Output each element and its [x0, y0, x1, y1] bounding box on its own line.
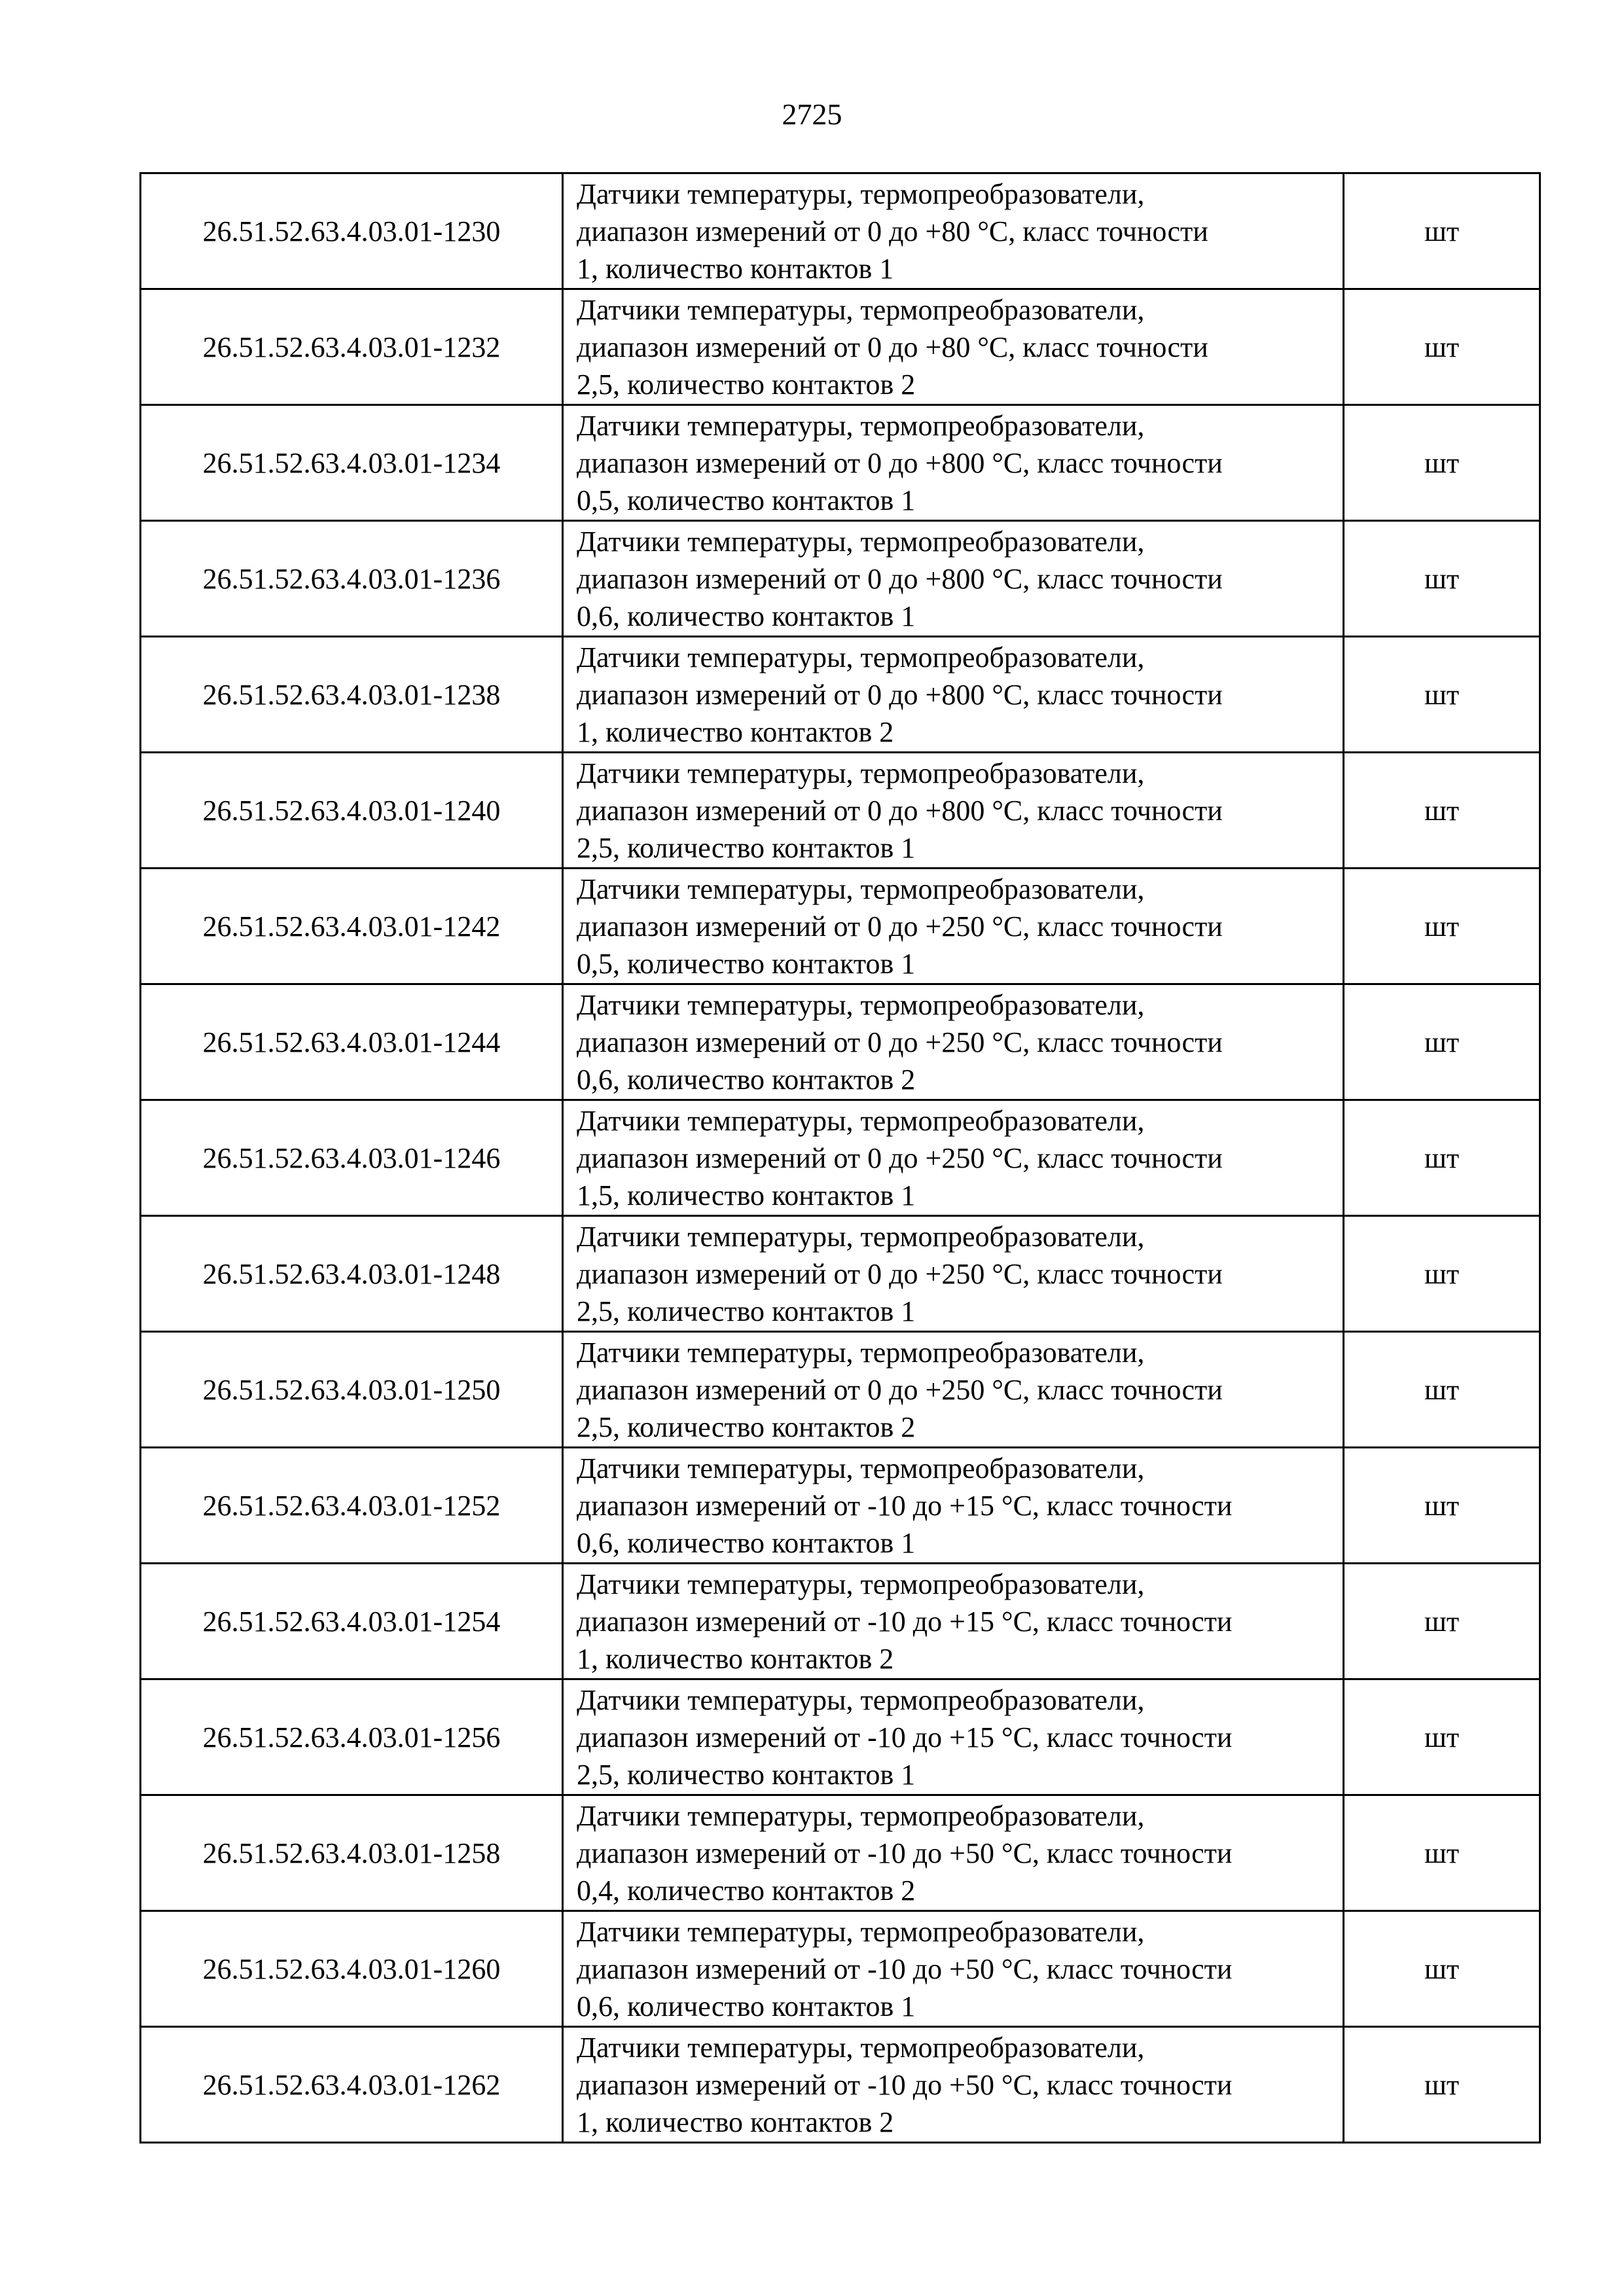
description-line: 0,5, количество контактов 1 — [577, 484, 916, 516]
unit-cell: шт — [1344, 1216, 1540, 1332]
unit-cell: шт — [1344, 984, 1540, 1100]
unit-cell: шт — [1344, 1911, 1540, 2027]
description-line: 1, количество контактов 2 — [577, 715, 894, 748]
unit-cell: шт — [1344, 1679, 1540, 1795]
resource-description-cell — [563, 637, 1344, 753]
resource-code-cell: 26.51.52.63.4.03.01-1256 — [141, 1679, 563, 1795]
resource-description-cell — [563, 521, 1344, 637]
unit-cell: шт — [1344, 1100, 1540, 1216]
description-line: 2,5, количество контактов 1 — [577, 1295, 916, 1327]
table-row — [141, 1448, 1540, 1564]
description-line: Датчики температуры, термопреобразователи, — [577, 1568, 1145, 1600]
resource-code-cell: 26.51.52.63.4.03.01-1254 — [141, 1564, 563, 1679]
description-line: Датчики температуры, термопреобразователи, — [577, 988, 1145, 1021]
page-number: 2725 — [782, 98, 842, 131]
description-line: 0,6, количество контактов 1 — [577, 1526, 916, 1559]
table-row — [141, 173, 1540, 289]
resource-description-cell — [563, 1332, 1344, 1448]
unit-cell: шт — [1344, 1332, 1540, 1448]
table-row — [141, 289, 1540, 405]
description-line: 0,6, количество контактов 2 — [577, 1063, 916, 1096]
description-line: Датчики температуры, термопреобразователи, — [577, 757, 1145, 789]
unit-cell: шт — [1344, 405, 1540, 521]
resource-description-cell — [563, 1911, 1344, 2027]
resource-description-cell — [563, 1795, 1344, 1911]
resource-code-cell: 26.51.52.63.4.03.01-1262 — [141, 2027, 563, 2143]
description-line: диапазон измерений от -10 до +50 °С, класс точности — [577, 1837, 1233, 1869]
description-line: диапазон измерений от 0 до +250 °С, класс точности — [577, 1026, 1223, 1058]
description-line: диапазон измерений от 0 до +800 °С, класс точности — [577, 562, 1223, 595]
unit-cell: шт — [1344, 1448, 1540, 1564]
description-line: 1, количество контактов 1 — [577, 252, 894, 285]
resource-code-cell: 26.51.52.63.4.03.01-1260 — [141, 1911, 563, 2027]
table-body — [141, 173, 1540, 2143]
resource-code-cell: 26.51.52.63.4.03.01-1248 — [141, 1216, 563, 1332]
resource-description-cell — [563, 1216, 1344, 1332]
description-line: диапазон измерений от 0 до +800 °С, класс точности — [577, 446, 1223, 479]
description-line: 2,5, количество контактов 2 — [577, 368, 916, 401]
resource-description-cell — [563, 1100, 1344, 1216]
resource-description-cell — [563, 1679, 1344, 1795]
description-line: 1, количество контактов 2 — [577, 2106, 894, 2138]
description-line: Датчики температуры, термопреобразователи, — [577, 872, 1145, 905]
unit-cell: шт — [1344, 521, 1540, 637]
resource-code-cell: 26.51.52.63.4.03.01-1238 — [141, 637, 563, 753]
description-line: диапазон измерений от 0 до +250 °С, класс точности — [577, 1373, 1223, 1406]
resource-table — [139, 172, 1541, 2144]
description-line: диапазон измерений от 0 до +800 °С, класс точности — [577, 794, 1223, 827]
resource-description-cell — [563, 405, 1344, 521]
resource-description-cell — [563, 1448, 1344, 1564]
description-line: диапазон измерений от -10 до +15 °С, класс точности — [577, 1721, 1233, 1753]
table-row — [141, 1679, 1540, 1795]
resource-description-cell — [563, 173, 1344, 289]
description-line: диапазон измерений от 0 до +250 °С, класс точности — [577, 1257, 1223, 1290]
description-line: диапазон измерений от 0 до +250 °С, класс точности — [577, 1141, 1223, 1174]
description-line: 0,6, количество контактов 1 — [577, 1990, 916, 2022]
table-row — [141, 1332, 1540, 1448]
table-row — [141, 869, 1540, 984]
resource-description-cell — [563, 1564, 1344, 1679]
description-line: диапазон измерений от -10 до +50 °С, класс точности — [577, 1952, 1233, 1985]
description-line: 0,5, количество контактов 1 — [577, 947, 916, 980]
description-line: диапазон измерений от -10 до +50 °С, класс точности — [577, 2068, 1233, 2101]
table-row — [141, 1100, 1540, 1216]
table-row — [141, 521, 1540, 637]
description-line: Датчики температуры, термопреобразователи, — [577, 1799, 1145, 1832]
description-line: Датчики температуры, термопреобразователи, — [577, 1336, 1145, 1369]
table-row — [141, 1911, 1540, 2027]
description-line: 0,4, количество контактов 2 — [577, 1874, 916, 1907]
description-line: диапазон измерений от 0 до +80 °С, класс точности — [577, 331, 1208, 363]
resource-code-cell: 26.51.52.63.4.03.01-1232 — [141, 289, 563, 405]
description-line: Датчики температуры, термопреобразователи, — [577, 1452, 1145, 1484]
resource-description-cell — [563, 2027, 1344, 2143]
description-line: Датчики температуры, термопреобразователи, — [577, 641, 1145, 673]
unit-cell: шт — [1344, 1795, 1540, 1911]
resource-code-cell: 26.51.52.63.4.03.01-1230 — [141, 173, 563, 289]
unit-cell: шт — [1344, 753, 1540, 869]
unit-cell: шт — [1344, 289, 1540, 405]
resource-code-cell: 26.51.52.63.4.03.01-1252 — [141, 1448, 563, 1564]
table-row — [141, 1795, 1540, 1911]
description-line: диапазон измерений от 0 до +800 °С, класс точности — [577, 678, 1223, 711]
resource-description-cell — [563, 869, 1344, 984]
description-line: диапазон измерений от 0 до +250 °С, класс точности — [577, 910, 1223, 942]
description-line: 2,5, количество контактов 1 — [577, 831, 916, 864]
description-line: диапазон измерений от -10 до +15 °С, класс точности — [577, 1489, 1233, 1522]
description-line: Датчики температуры, термопреобразователи, — [577, 1220, 1145, 1253]
description-line: Датчики температуры, термопреобразователи, — [577, 293, 1145, 326]
resource-code-cell: 26.51.52.63.4.03.01-1258 — [141, 1795, 563, 1911]
unit-cell: шт — [1344, 1564, 1540, 1679]
unit-cell: шт — [1344, 173, 1540, 289]
description-line: 1,5, количество контактов 1 — [577, 1179, 916, 1211]
table-row — [141, 2027, 1540, 2143]
resource-code-cell: 26.51.52.63.4.03.01-1244 — [141, 984, 563, 1100]
table-row — [141, 1564, 1540, 1679]
description-line: 1, количество контактов 2 — [577, 1642, 894, 1675]
resource-description-cell — [563, 984, 1344, 1100]
description-line: Датчики температуры, термопреобразователи, — [577, 1683, 1145, 1716]
resource-code-cell: 26.51.52.63.4.03.01-1240 — [141, 753, 563, 869]
table-row — [141, 405, 1540, 521]
table-row — [141, 1216, 1540, 1332]
description-line: Датчики температуры, термопреобразователи, — [577, 177, 1145, 210]
description-line: 2,5, количество контактов 2 — [577, 1410, 916, 1443]
description-line: Датчики температуры, термопреобразователи, — [577, 1915, 1145, 1948]
table-row — [141, 984, 1540, 1100]
resource-description-cell — [563, 289, 1344, 405]
unit-cell: шт — [1344, 2027, 1540, 2143]
table-row — [141, 753, 1540, 869]
table-row — [141, 637, 1540, 753]
resource-code-cell: 26.51.52.63.4.03.01-1234 — [141, 405, 563, 521]
description-line: диапазон измерений от -10 до +15 °С, класс точности — [577, 1605, 1233, 1638]
resource-code-cell: 26.51.52.63.4.03.01-1250 — [141, 1332, 563, 1448]
resource-code-cell: 26.51.52.63.4.03.01-1246 — [141, 1100, 563, 1216]
description-line: 2,5, количество контактов 1 — [577, 1758, 916, 1791]
unit-cell: шт — [1344, 637, 1540, 753]
unit-cell: шт — [1344, 869, 1540, 984]
description-line: диапазон измерений от 0 до +80 °С, класс точности — [577, 215, 1208, 247]
description-line: Датчики температуры, термопреобразователи, — [577, 1104, 1145, 1137]
resource-description-cell — [563, 753, 1344, 869]
description-line: Датчики температуры, термопреобразователи, — [577, 525, 1145, 558]
description-line: Датчики температуры, термопреобразователи, — [577, 2031, 1145, 2064]
description-line: 0,6, количество контактов 1 — [577, 600, 916, 632]
resource-code-cell: 26.51.52.63.4.03.01-1236 — [141, 521, 563, 637]
description-line: Датчики температуры, термопреобразователи, — [577, 409, 1145, 442]
resource-code-cell: 26.51.52.63.4.03.01-1242 — [141, 869, 563, 984]
